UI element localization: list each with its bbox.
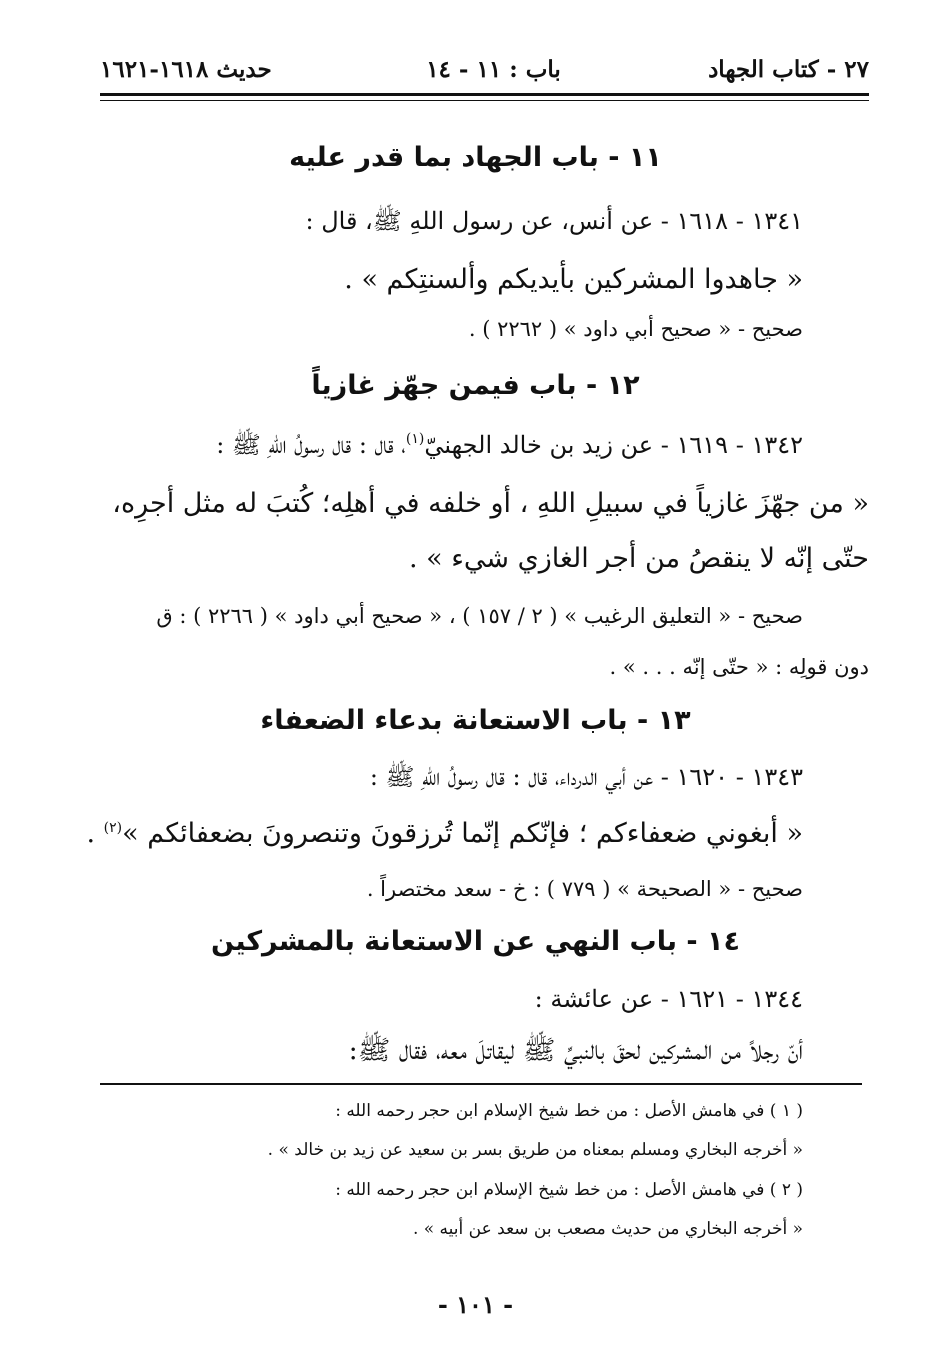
hadith-text-1344: أنّ رجلاً من المشركين لحقَ بالنبيِّ ﷺ ليقاتلَ معه، فقال ﷺ:: [348, 1035, 803, 1066]
chapter-heading-13: ١٣ - باب الاستعانة بدعاء الضعفاء: [260, 705, 691, 736]
footnote-ref-2: (٢): [103, 820, 123, 836]
isnad-text-end: ، قال : قال رسولُ اللهِ ﷺ :: [216, 431, 406, 459]
hadith-text-end: .: [86, 818, 104, 849]
footnote-1-line-1: ( ١ ) في هامش الأصل : من خط شيخ الإسلام ابن حجر رحمه الله :: [335, 1101, 803, 1121]
isnad-text: ١٣٤٢ - ١٦١٩ - عن زيد بن خالد الجهنيّ: [424, 431, 803, 459]
footnote-ref-1: (١): [405, 431, 425, 447]
footnote-1-line-2: « أخرجه البخاري ومسلم بمعناه من طريق بسر بن سعيد عن زيد بن خالد » .: [267, 1140, 803, 1160]
hadith-grading-1342-line-1: صحيح - « التعليق الرغيب » ( ٢ / ١٥٧ ) ، « صحيح أبي داود » ( ٢٢٦٦ ) : ق: [156, 604, 803, 628]
hadith-text-1342-line-1: « من جهّزَ غازياً في سبيلِ اللهِ ، أو خلفه في أهلِه؛ كُتبَ له مثل أجرِه،: [112, 488, 869, 519]
header-rule-thin: [100, 100, 869, 101]
hadith-isnad-1344: ١٣٤٤ - ١٦٢١ - عن عائشة :: [534, 985, 803, 1013]
hadith-grading-1343: صحيح - « الصحيحة » ( ٧٧٩ ) : خ - سعد مختصراً .: [366, 877, 803, 901]
hadith-isnad-1343: ١٣٤٣ - ١٦٢٠ - عن أبي الدرداء، قال : قال رسولُ اللهِ ﷺ :: [369, 763, 803, 791]
running-header-book: ٢٧ - كتاب الجهاد: [708, 56, 869, 83]
hadith-text-1342-line-2: حتّى إنّه لا ينقصُ من أجر الغازي شيء » .: [408, 543, 869, 574]
hadith-text-1343: [87, 818, 804, 849]
footnote-2-line-1: ( ٢ ) في هامش الأصل : من خط شيخ الإسلام ابن حجر رحمه الله :: [335, 1180, 803, 1200]
hadith-isnad-1341: ١٣٤١ - ١٦١٨ - عن أنس، عن رسول اللهِ ﷺ، قال :: [305, 207, 803, 235]
chapter-heading-12: ١٢ - باب فيمن جهّز غازياً: [311, 370, 640, 401]
chapter-heading-14: ١٤ - باب النهي عن الاستعانة بالمشركين: [211, 926, 740, 957]
hadith-grading-1342-line-2: دون قولِه : « حتّى إنّه . . . » .: [609, 655, 869, 679]
footnote-separator: [100, 1083, 862, 1085]
hadith-text-1341: « جاهدوا المشركين بأيديكم وألسنتِكم » .: [344, 264, 803, 295]
footnote-2-line-2: « أخرجه البخاري من حديث مصعب بن سعد عن أبيه » .: [412, 1219, 803, 1239]
header-rule-thick: [100, 93, 869, 96]
running-header-hadiths: حديث ١٦١٨-١٦٢١: [100, 56, 272, 83]
hadith-isnad-1342: [216, 430, 803, 465]
page-number: - ١٠١ -: [437, 1290, 514, 1319]
running-header-chapters: باب : ١١ - ١٤: [426, 56, 561, 83]
chapter-heading-11: ١١ - باب الجهاد بما قدر عليه: [289, 142, 662, 173]
hadith-grading-1341: صحيح - « صحيح أبي داود » ( ٢٢٦٢ ) .: [468, 317, 803, 341]
hadith-text: « أبغوني ضعفاءكم ؛ فإنّكم إنّما تُرزقونَ وتنصرونَ بضعفائكم »: [122, 818, 803, 849]
